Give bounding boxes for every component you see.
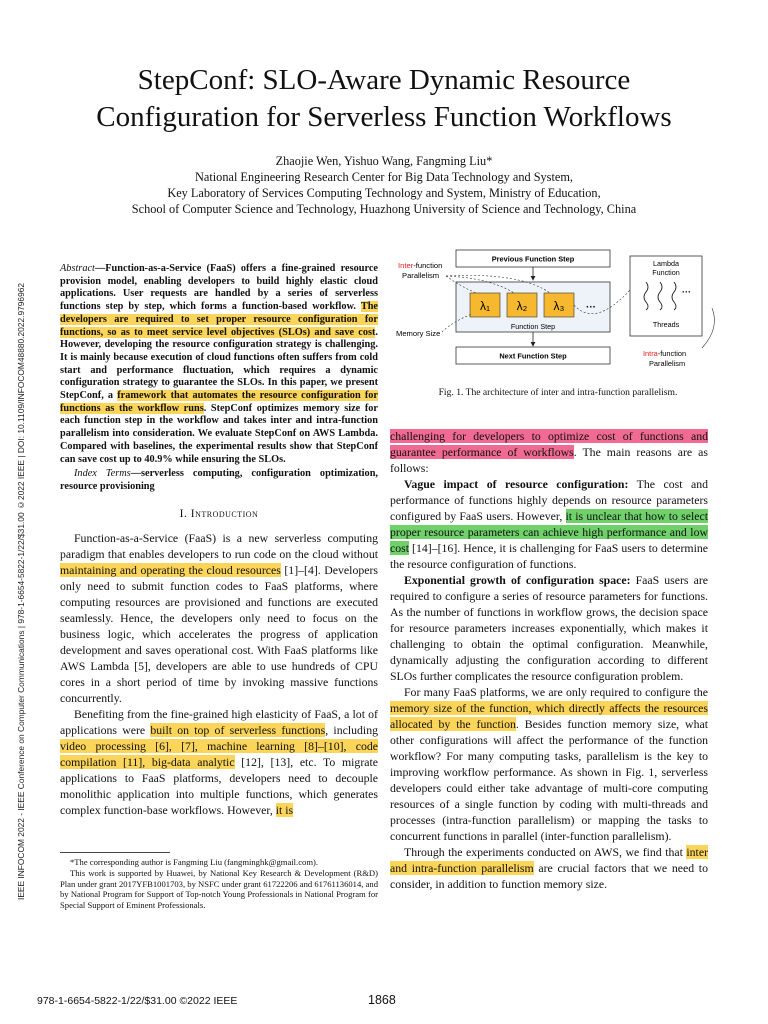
footnote-corresponding: *The corresponding author is Fangming Liu (fangminghk@gmail.com). bbox=[70, 857, 319, 867]
previous-step-label: Previous Function Step bbox=[491, 254, 575, 264]
highlight-green: it is unclear that how to select proper resource parameters can achieve high performance and low cost bbox=[390, 509, 708, 555]
highlight-yellow: inter and intra-function parallelism bbox=[390, 845, 708, 875]
lambda-2-symbol: λ₂ bbox=[516, 299, 528, 313]
highlight-yellow: framework that automates the resource configuration for functions as the workflow runs bbox=[60, 390, 378, 414]
footnote-funding: This work is supported by Huawei, by National Key Research & Development (R&D) Plan under grant 2017YFB1001703, by NSFC under grant 61722206 and 61761136014, and by National Program for Support of Top-notch Young Professionals in National Program for Special Support of Eminent Professionals. bbox=[60, 867, 378, 911]
footnote-rule bbox=[60, 852, 170, 853]
paragraph: Exponential growth of configuration space: FaaS users are required to configure a series of resource parameters for functions. As the number of functions in workflow grows, the decision space for resource parameters increases exponentially, which makes it challenging to obtain the optimal configuration. Meanwhile, dynamically adjusting the configuration according to different SLOs further complicates the resource configuration problem. bbox=[390, 573, 708, 683]
abstract: Abstract—Function-as-a-Service (FaaS) offers a fine-grained resource provision model, enabling developers to build highly elastic cloud applications. User requests are handled by a series of serverless functions step by step, which forms a function-based workflow. The developers are required to set proper resource configuration for functions, so as to meet service level objectives (SLOs) and save cost. However, developing the resource configuration strategy is challenging. It is mainly because execution of cloud functions often suffers from cold start and performance fluctuation, which requires a dynamic configuration strategy to guarantee the SLOs. In this paper, we present StepConf, a framework that automates the resource configuration for functions as the workflow runs. StepConf optimizes memory size for each function step in the workflow and takes inter and intra-function parallelism into consideration. We evaluate StepConf on AWS Lambda. Compared with baselines, the experimental results show that StepConf can save cost up to 40.9% while ensuring the SLOs. bbox=[60, 263, 379, 465]
introduction-text bbox=[60, 530, 378, 818]
figure-caption: Fig. 1. The architecture of inter and intra-function parallelism. bbox=[438, 387, 678, 398]
inter-parallelism-label: Parallelism bbox=[402, 271, 440, 280]
publication-side-strip: IEEE INFOCOM 2022 - IEEE Conference on Computer Communications | 978-1-6654-5822-1/22/$31.00 ©2022 IEEE | DOI: 10.1109/INFOCOM48880.2022.9796962 bbox=[16, 282, 26, 900]
figure-1 bbox=[390, 248, 724, 388]
inter-function-label: Inter-function bbox=[398, 261, 443, 270]
title-line-2: Configuration for Serverless Function Workflows bbox=[96, 101, 672, 133]
author-block bbox=[40, 153, 728, 217]
left-column bbox=[60, 263, 378, 818]
highlight-yellow: it is bbox=[275, 802, 294, 817]
highlight-yellow: built on top of serverless functions bbox=[150, 722, 326, 737]
run-in-heading: Vague impact of resource configuration: bbox=[404, 477, 629, 491]
architecture-diagram bbox=[390, 248, 724, 388]
paragraph: Function-as-a-Service (FaaS) is a new serverless computing paradigm that enables developers to run code on the cloud without maintaining and operating the cloud resources [1]–[4]. Developers only need to submit function codes to FaaS platforms, where computing resources are provisioned and functions are executed seamlessly. Hence, the developers only need to focus on the business logic, which accelerates the progress of application development and saves operational cost. With FaaS platforms like AWS Lambda [5], developers are able to use hundreds of CPU cores in a short period of time by invoking massive functions concurrently. bbox=[60, 530, 378, 705]
next-step-label: Next Function Step bbox=[499, 351, 567, 361]
section-heading-introduction: I. Introduction bbox=[179, 507, 259, 520]
memory-size-label: Memory Size bbox=[396, 329, 441, 338]
author-names: Zhaojie Wen, Yishuo Wang, Fangming Liu* bbox=[275, 154, 493, 168]
lambda-ellipsis: ··· bbox=[586, 302, 596, 313]
threads-label: Threads bbox=[652, 320, 680, 329]
paragraph: Through the experiments conducted on AWS, we find that inter and intra-function parallelism are crucial factors that we need to consider, in addition to function memory size. bbox=[390, 845, 708, 891]
index-terms: Index Terms—serverless computing, configuration optimization, resource provisioning bbox=[60, 468, 378, 492]
affiliation-1: National Engineering Research Center for Big Data Technology and System, bbox=[195, 170, 573, 184]
abstract-label: Abstract bbox=[60, 263, 95, 274]
lambda-1-symbol: λ₁ bbox=[479, 299, 491, 313]
lambda-3-symbol: λ₃ bbox=[553, 299, 565, 313]
lambda-function-title-1: Lambda bbox=[653, 259, 679, 268]
paragraph: For many FaaS platforms, we are only required to configure the memory size of the function, which directly affects the resources allocated by the function. Besides function memory size, what other configurations will affect the performance of the function workflow? For many computing tasks, parallelism is the key to improving workflow performance. As shown in Fig. 1, serverless developers could either take advantage of multi-core computing resources of a single function by coding with multi-threads and processes (intra-function parallelism) or mapping the tasks to concurrent functions in parallel (inter-function parallelism). bbox=[390, 685, 708, 843]
paragraph: challenging for developers to optimize cost of functions and guarantee performance of workflows. The main reasons are as follows: bbox=[390, 429, 708, 475]
affiliation-3: School of Computer Science and Technology, Huazhong University of Science and Technology, China bbox=[131, 202, 637, 216]
highlight-yellow: The developers are required to set proper resource configuration for functions, so as to meet service level objectives (SLOs) and save cost bbox=[60, 301, 378, 338]
right-column bbox=[390, 428, 708, 892]
title-line-1: StepConf: SLO-Aware Dynamic Resource bbox=[137, 64, 631, 96]
intra-parallelism-label: Parallelism bbox=[649, 359, 686, 368]
paragraph: Vague impact of resource configuration: The cost and performance of functions highly depends on resource parameters configured by FaaS users. However, it is unclear that how to select proper resource parameters can achieve high performance and low cost [14]–[16]. Hence, it is challenging for FaaS users to determine the resource configuration of functions. bbox=[390, 477, 709, 571]
page-number: 1868 bbox=[368, 993, 396, 1007]
affiliation-2: Key Laboratory of Services Computing Technology and System, Ministry of Education, bbox=[167, 186, 601, 200]
paragraph: Benefiting from the fine-grained high elasticity of FaaS, a lot of applications were built on top of serverless functions, including video processing [6], [7], machine learning [8]–[10], code compilation [11], big-data analytic [12], [13], etc. To migrate applications to FaaS platforms, developers need to decouple monolithic application into multiple functions, which generates complex function-base workflows. However, it is bbox=[60, 706, 378, 817]
highlight-pink: challenging for developers to optimize cost of functions and guarantee performance of workflows bbox=[390, 429, 708, 459]
function-step-label: Function Step bbox=[510, 322, 556, 331]
lambda-function-title-2: Function bbox=[652, 268, 680, 277]
run-in-heading: Exponential growth of configuration space: bbox=[404, 573, 631, 587]
highlight-yellow: video processing [6], [7], machine learning [8]–[10], code compilation [11], big-data analytic bbox=[60, 738, 378, 769]
highlight-yellow: memory size of the function, which directly affects the resources allocated by the function bbox=[390, 701, 708, 731]
highlight-yellow: maintaining and operating the cloud resources bbox=[60, 562, 281, 577]
footnotes bbox=[60, 857, 378, 911]
paper-title bbox=[40, 62, 728, 136]
thread-ellipsis: ··· bbox=[682, 287, 691, 297]
copyright-line: 978-1-6654-5822-1/22/$31.00 ©2022 IEEE bbox=[37, 995, 238, 1007]
intra-function-label: Intra-function bbox=[643, 349, 687, 358]
